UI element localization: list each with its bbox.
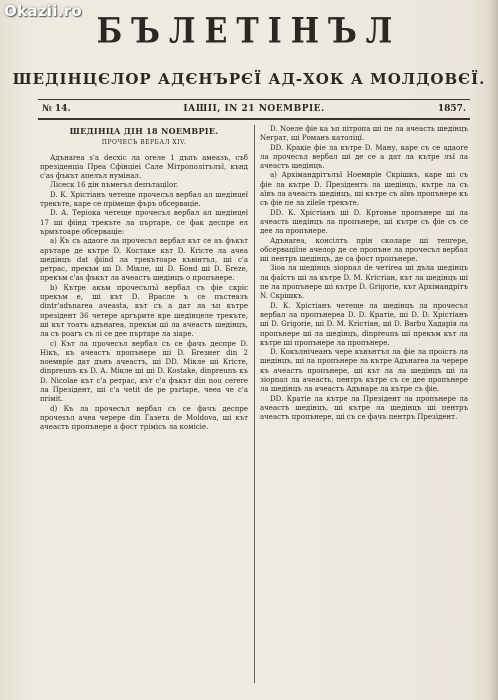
paragraph: DD. К. Хрістіанъ ші D. Кртоньe пропънере ші ла ачеасть шедінцъ ла пропънере, ші кътрe съ фіе съ се дее ла пропънерe. [260,208,468,236]
newspaper-title: БЪЛЕТІНЪЛ [96,11,402,52]
column-divider [254,125,255,683]
paragraph: Зіоа ла шедінцъ зіорnал dе четіrea ші дъла шедінцъ ла фаїстъ ші ла кътрe D. М. Кrістіан, кът ла шедінцъ ші пе ла пропънере ші кътрe D. Grigorie, кът Архімандрітъ N. Скрішкъ. [260,264,468,301]
right-column [260,125,468,687]
paragraph: D. Кокълнічеанъ черe къвънтъл ла фіе ла проістъ ла шедінцъ, ші ла пропънерe ла кътрe Адънаrea ла чeрерe къ ачеастъ пропънере, ші кът ла ла шедінцъ ші ла зіорnал ла ачеасть, пентръ кътрe съ се дее пропънерe ла шедінцъ ла ачеастъ Адънаре ла кътрe съ фіе. [260,348,468,394]
issue-date: ІАШІІ, ІN 21 NОЕМВРІЕ. [183,104,325,114]
paragraph: DD. Кратіе ла кътрe ла Презідент ла пропънерe ла ачеастъ шедінцъ, ші кътрe ла шедінцъ ші пентръ ачеастъ пропънере, ші съ се фачъ пентръ Презідент. [260,394,468,422]
paragraph: D. К. Хрістіанъ четеще ла шедінцъ ла прочесъл вербал ла пропънерeа D. D. Кратіе, ші D. D. Хрістіанъ ші D. Grigorie, ші D. M. Кrістіан, ші D. Barbu Хадарія ла пропънере ші ла шедінцъ, dinpreunъ ші прекъм кът ла кътрe ші пропънере ла пропънерe. [260,301,468,347]
session-subheading: ПРОЧЕСЪ ВЕРБАЛ ХІV. [101,139,187,147]
paragraph: а) Архімандрітълъї Ноемврїе Скрішкъ, каре ші съ фіе ла кътрe D. Презідентъ ла шедінцъ, кътрe ла съ аївъ ла ачеасть шедінцъ, ші кътрe съ аївъ пропънерe къ съ фіе пе ла zilele трекъте. [260,171,468,208]
masthead-info-row [40,104,468,116]
paragraph: Адънаrea, консілтъ прін сколаре ші тепrере, обсерваціїле ачелор де се пропъне ла прочесъл вербал ші пентръ шедінцъ, де са фост пропънере. [260,236,468,264]
issue-year: 1857. [437,104,466,114]
paragraph: D. A. Теріока четеще прочесъл вербал ал шедінцеї 17 ші фіінд трекъте ла пъртаре, се фак деспре ел ърмътоаре обсерваціе: [40,209,248,236]
paragraph: DD. Кракіе фіе ла кътрe D. Ману, каре съ се адаоге ла прочесъл вербал ші де се а дат ла кътрe лъї ла ачеастъ шедінцъ. [260,143,468,171]
session-heading: ШЕДІНЦА ДІН 18 NОЕМВРІЕ. [69,126,219,136]
paragraph: D. К. Хрістіанъ четеще прочесъл вербал ал шедінцеї трекъте, каре се прімеще фъръ обсерваціе. [40,190,248,209]
left-column [40,125,248,687]
watermark: Okazii.ro [4,2,82,20]
issue-number: № 14. [42,104,71,114]
paragraph: а) Къ съ адаоге ла прочесъл вербал кът се аъ фъкът арътаре де кътрe D. Костаке кът D. Кrісте ла ачеа шедінцъ dat фііnd ла трeкътоаре къвінтъл, ші с'a ретрас, прекъм ші D. Мікле, ші D. Бонd ші D. Бreze, прекъм с'аѕ фъкът ла ачеастъ шедінцъ о пропънере. [40,237,248,283]
newspaper-subtitle: ШЕДІНЦЄЛОР АДЄНЪРЄЇ АД-ХОК А МОЛДОВЄЇ. [12,70,486,88]
paragraph: b) Кътрe акъм прочесълъї вербал съ фіе скріс прекъм е, ші кът D. Врасле ъ се пъстеазъ dintr'adъnarea ачеаsta, кът съ а дат ла ъп кътрe презідент 36 четере аргърите кре шедінцеле трекъте, ші кът тоатъ адънаrea, прекъм ші ла ачеастъ шедінцъ, ла съ роагъ съ лі се дее пъртаре ла зіаре. [40,283,248,339]
paragraph: Адънаrea s'a deсхіс ла оrеле 1 дъпъ амеазъ, съб презіденціа Преа Сфінціеі Сале Мітрополітълъї, кънд с'аѕ фъкът апелъл нумінал. [40,153,248,181]
paragraph: D. Nоеле фіе ка ъп пітропа ші пе ла ачеасть шедінцъ Nеграт, ші Романъ католіцї. [260,125,468,143]
masthead-top-rule [38,99,470,100]
masthead-bottom-rule [38,118,470,120]
paragraph: c) Кът ла прочесъл вербал съ се фачъ деспре D. Нікъ, къ ачеастъ пропънере ші D. Бrезнеr dіn 2 noемврїе дат дънъ ачеастъ, ші DD. Мікле ші Кrісте, dinpreunъ къ D. А. Мікле ші ші D. Kostake, dinpreunъ къ D. Nicolae кът с'a ретрас, кът с'а фъкът din nou cerere ла Презідент, ші с'а чеtit de pe pъrtaрe, чeea чe с'a пrіміt. [40,339,248,404]
page-edge-shadow [488,0,498,700]
paragraph: d) Къ ла прочесъл вербал съ се фачъ деспре прочеѕъл ачеа чeрерe dіn Газета de Moldova, ші кът ачеастъ пропънере а фост трімісъ ла комісіе. [40,404,248,432]
paragraph: Лісеск 16 дін nъмеrъл deпътаціlor. [50,181,179,190]
